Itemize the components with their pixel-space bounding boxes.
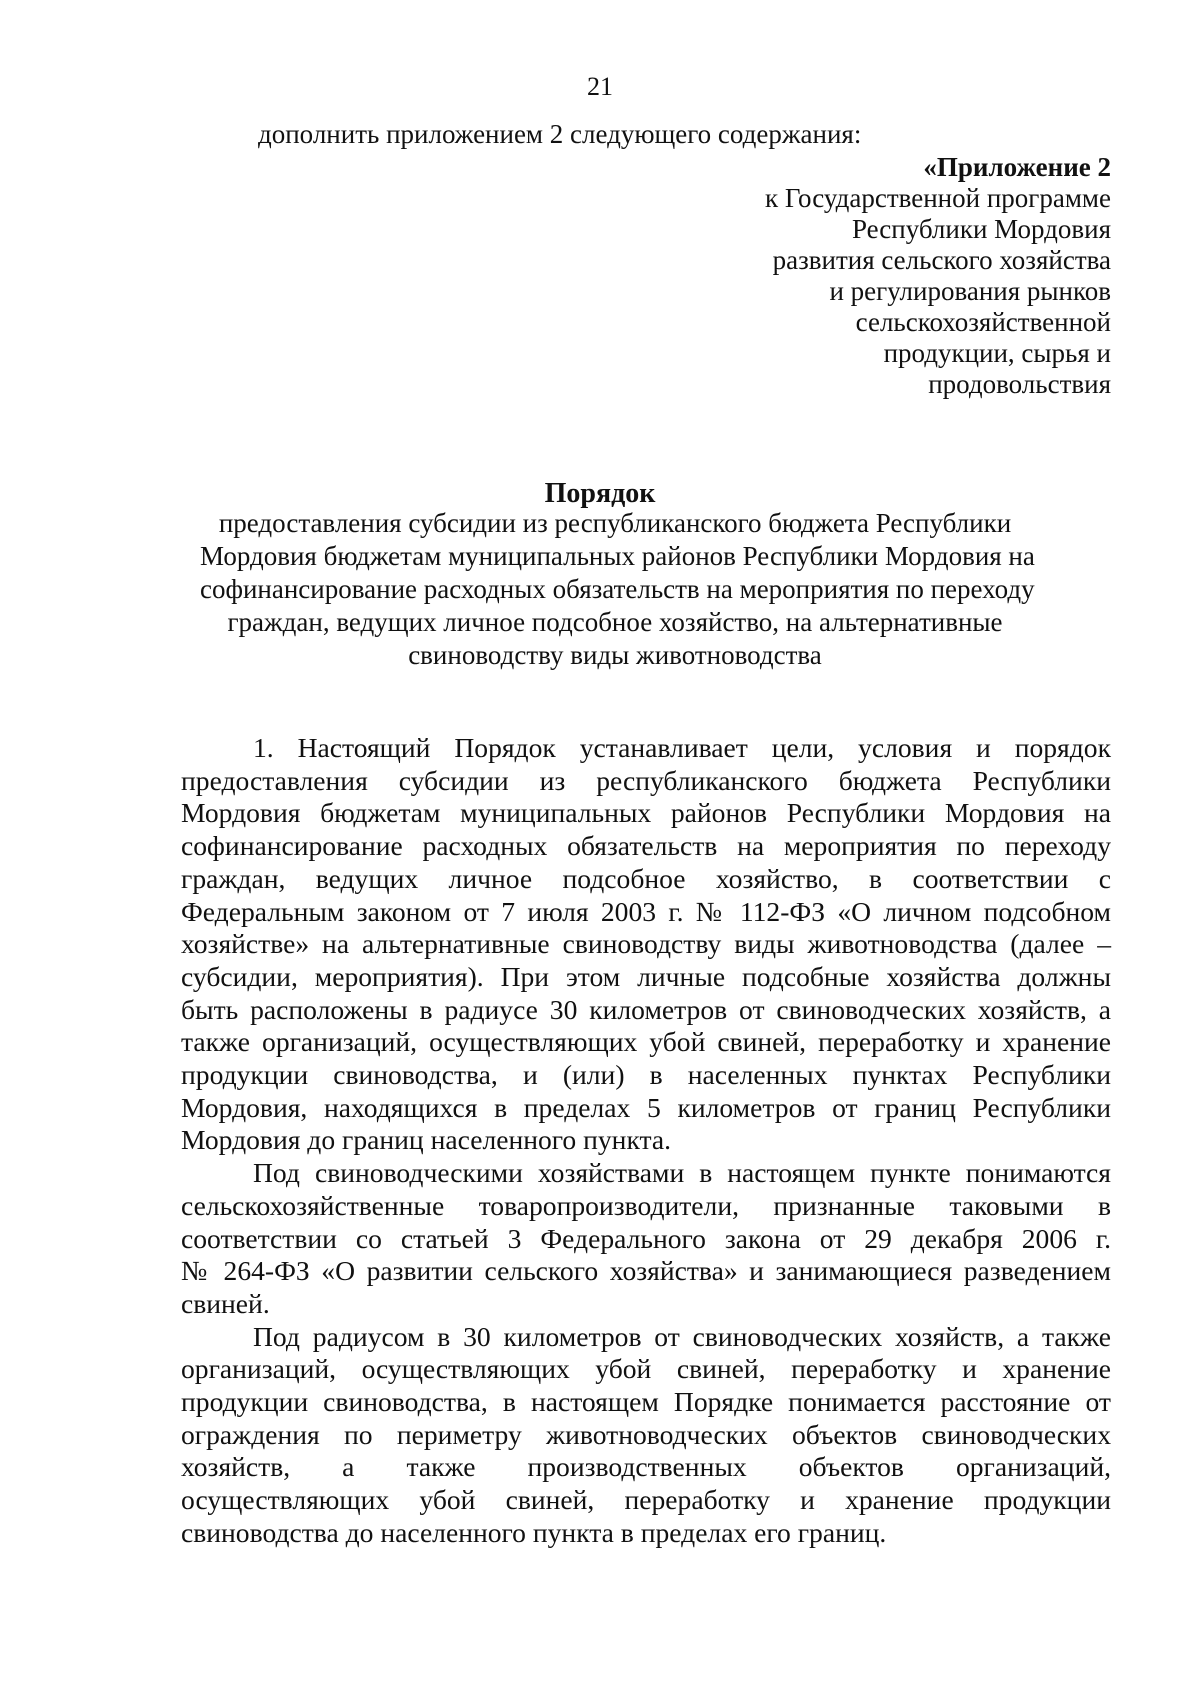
body-line: субсидии, мероприятия). При этом личные подсобные хозяйства должны	[181, 960, 1111, 992]
subtitle-line: предоставления субсидии из республиканского бюджета Республики	[218, 508, 1012, 538]
document-subtitle	[200, 507, 1035, 672]
appendix-line: продукции, сырья и	[883, 338, 1111, 368]
body-line: продукции свиноводства, и (или) в населенных пунктах Республики	[181, 1059, 1111, 1091]
subtitle-line: Мордовия бюджетам муниципальных районов Республики Мордовия на	[200, 541, 1035, 571]
body-line: быть расположены в радиусе 30 километров от свиноводческих хозяйств, а	[181, 993, 1111, 1025]
appendix-line: продовольствия	[928, 369, 1111, 399]
body-line: продукции свиноводства, в настоящем Порядке понимается расстояние от	[181, 1386, 1111, 1418]
appendix-line: сельскохозяйственной	[855, 307, 1111, 337]
body-line: сельскохозяйственные товаропроизводители, признанные таковыми в	[181, 1189, 1111, 1221]
body-line: Под свиноводческими хозяйствами в настоящем пункте понимаются	[253, 1157, 1111, 1189]
paragraph-2	[181, 1157, 1111, 1321]
document-body	[181, 732, 1111, 1550]
appendix-title: «Приложение 2	[923, 152, 1111, 182]
body-line: софинансирование расходных обязательств на мероприятия по переходу	[181, 830, 1111, 862]
appendix-line: развития сельского хозяйства	[772, 245, 1111, 275]
body-line: свиней.	[181, 1287, 270, 1319]
body-line: Мордовия, находящихся в пределах 5 километров от границ Республики	[181, 1091, 1111, 1123]
body-line: осуществляющих убой свиней, переработку и хранение продукции	[181, 1484, 1111, 1516]
body-line: свиноводства до населенного пункта в пределах его границ.	[181, 1516, 887, 1548]
body-line: граждан, ведущих личное подсобное хозяйство, в соответствии с	[181, 862, 1111, 894]
appendix-heading	[765, 152, 1111, 400]
body-line: хозяйстве» на альтернативные свиноводству виды животноводства (далее –	[181, 928, 1111, 960]
paragraph-3	[181, 1321, 1111, 1550]
appendix-line: и регулирования рынков	[829, 276, 1111, 306]
body-line: № 264-ФЗ «О развитии сельского хозяйства» и занимающиеся разведением	[181, 1255, 1111, 1287]
appendix-line: Республики Мордовия	[851, 214, 1111, 244]
body-line: 1. Настоящий Порядок устанавливает цели, условия и порядок	[253, 732, 1111, 763]
document-title: Порядок	[544, 478, 656, 509]
body-line: организаций, осуществляющих убой свиней, переработку и хранение	[181, 1353, 1111, 1385]
body-line: Под радиусом в 30 километров от свиноводческих хозяйств, а также	[253, 1320, 1111, 1352]
body-line: хозяйств, а также производственных объектов организаций,	[181, 1451, 1111, 1483]
intro-text: дополнить приложением 2 следующего содержания:	[258, 119, 862, 149]
body-line: Мордовия бюджетам муниципальных районов Республики Мордовия на	[181, 797, 1111, 829]
page-number: 21	[587, 72, 613, 101]
body-line: Федеральным законом от 7 июля 2003 г. № 112-ФЗ «О личном подсобном	[181, 895, 1111, 927]
appendix-line: к Государственной программе	[764, 183, 1111, 213]
paragraph-1	[181, 732, 1111, 1157]
body-line: предоставления субсидии из республиканского бюджета Республики	[181, 764, 1111, 796]
body-line: ограждения по периметру животноводческих объектов свиноводческих	[181, 1418, 1111, 1450]
body-line: также организаций, осуществляющих убой свиней, переработку и хранение	[181, 1026, 1111, 1058]
subtitle-line: граждан, ведущих личное подсобное хозяйство, на альтернативные	[227, 607, 1003, 637]
body-line: соответствии со статьей 3 Федерального закона от 29 декабря 2006 г.	[181, 1222, 1111, 1254]
subtitle-line: софинансирование расходных обязательств на мероприятия по переходу	[200, 574, 1035, 604]
body-line: Мордовия до границ населенного пункта.	[181, 1124, 672, 1156]
subtitle-line: свиноводству виды животноводства	[408, 640, 822, 670]
